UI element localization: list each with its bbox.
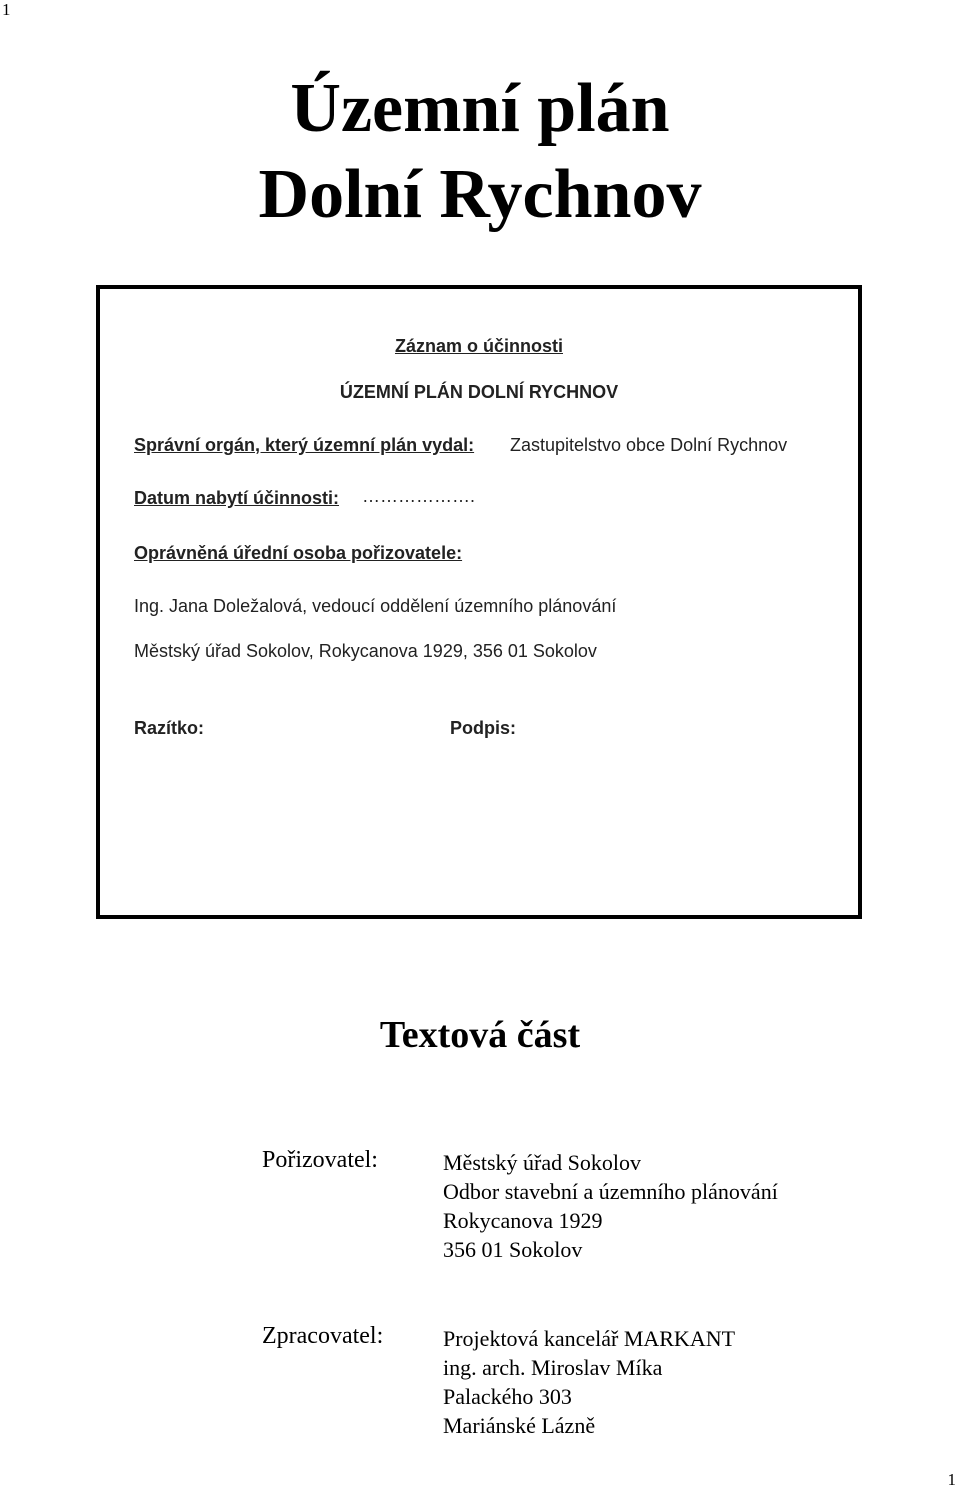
processor-details — [443, 1324, 735, 1440]
authority-value: Zastupitelstvo obce Dolní Rychnov — [510, 435, 788, 455]
processor-line: ing. arch. Miroslav Míka — [443, 1355, 663, 1380]
procurer-line: 356 01 Sokolov — [443, 1237, 583, 1262]
record-heading: Záznam o účinnosti — [394, 336, 563, 356]
effectiveness-record-box — [96, 285, 862, 919]
procurer-line: Městský úřad Sokolov — [443, 1150, 641, 1175]
processor-line: Mariánské Lázně — [443, 1413, 596, 1438]
document-title-line2: Dolní Rychnov — [258, 156, 702, 233]
document-title-line1: Územní plán — [290, 70, 670, 147]
processor-line: Palackého 303 — [443, 1384, 572, 1409]
page-number-top: 1 — [2, 0, 11, 19]
page-number-bottom: 1 — [947, 1470, 956, 1489]
date-label: Datum nabytí účinnosti: — [134, 488, 340, 508]
stamp-label: Razítko: — [134, 718, 205, 738]
record-subheading: ÚZEMNÍ PLÁN DOLNÍ RYCHNOV — [339, 382, 619, 402]
procurer-details — [443, 1148, 778, 1264]
processor-line: Projektová kancelář MARKANT — [443, 1326, 736, 1351]
date-value: ………………. — [362, 486, 476, 506]
procurer-line: Odbor stavební a územního plánování — [443, 1179, 778, 1204]
processor-label: Zpracovatel: — [262, 1323, 384, 1349]
section-heading: Textová část — [379, 1014, 581, 1056]
official-address: Městský úřad Sokolov, Rokycanova 1929, 356 01 Sokolov — [134, 641, 597, 661]
official-label: Oprávněná úřední osoba pořizovatele: — [134, 543, 463, 563]
procurer-label: Pořizovatel: — [262, 1147, 378, 1173]
official-name: Ing. Jana Doležalová, vedoucí oddělení územního plánování — [134, 596, 617, 616]
procurer-line: Rokycanova 1929 — [443, 1208, 603, 1233]
signature-label: Podpis: — [450, 718, 516, 738]
authority-label: Správní orgán, který územní plán vydal: — [134, 435, 475, 455]
